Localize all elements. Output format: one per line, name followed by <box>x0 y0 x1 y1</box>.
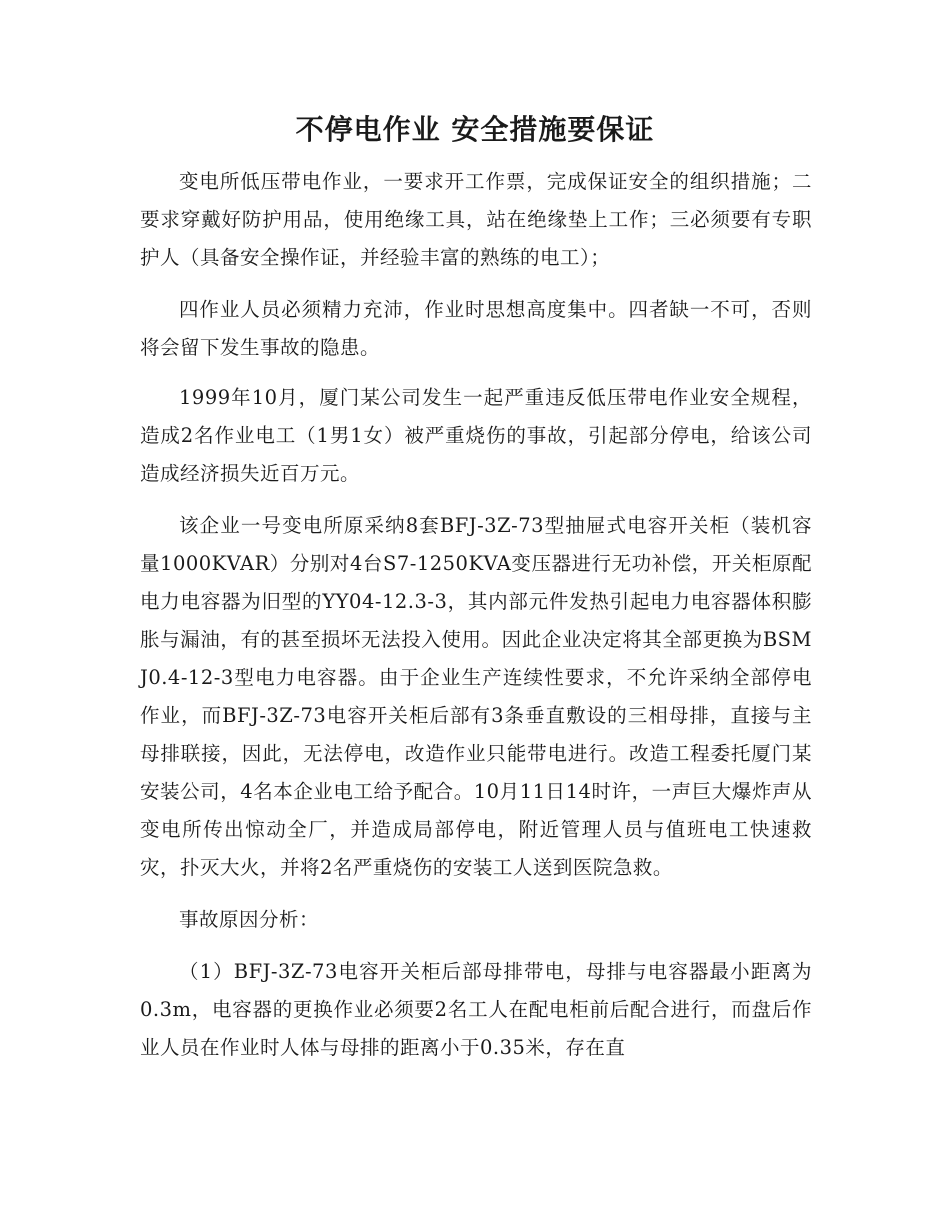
document-title: 不停电作业 安全措施要保证 <box>295 113 655 146</box>
paragraph: 1999年10月，厦门某公司发生一起严重违反低压带电作业安全规程，造成2名作业电工（1男1女）被严重烧伤的事故，引起部分停电，给该公司造成经济损失近百万元。 <box>140 386 812 485</box>
paragraph: 四作业人员必须精力充沛，作业时思想高度集中。四者缺一不可，否则将会留下发生事故的隐患。 <box>140 298 812 359</box>
paragraph: （1）BFJ-3Z-73电容开关柜后部母排带电，母排与电容器最小距离为0.3m，电容器的更换作业必须要2名工人在配电柜前后配合进行，而盘后作业人员在作业时人体与母排的距离小于0.35米，存在直 <box>140 960 812 1059</box>
document-body <box>140 163 812 1079</box>
paragraph-heading: 事故原因分析： <box>179 908 320 931</box>
paragraph: 变电所低压带电作业，一要求开工作票，完成保证安全的组织措施；二要求穿戴好防护用品，使用绝缘工具，站在绝缘垫上工作；三必须要有专职护人（具备安全操作证，并经验丰富的熟练的电工）； <box>140 170 812 269</box>
paragraph: 该企业一号变电所原采纳8套BFJ-3Z-73型抽屉式电容开关柜（装机容量1000KVAR）分别对4台S7-1250KVA变压器进行无功补偿，开关柜原配电力电容器为旧型的YY04-12.3-3，其内部元件发热引起电力电容器体积膨胀与漏油，有的甚至损坏无法投入使用。因此企业决定将其全部更换为BSMJ0.4-12-3型电力电容器。由于企业生产连续性要求，不允许采纳全部停电作业，而BFJ-3Z-73电容开关柜后部有3条垂直敷设的三相母排，直接与主母排联接，因此，无法停电，改造作业只能带电进行。改造工程委托厦门某安装公司，4名本企业电工给予配合。10月11日14时许，一声巨大爆炸声从变电所传出惊动全厂，并造成局部停电，附近管理人员与值班电工快速救灾，扑灭大火，并将2名严重烧伤的安装工人送到医院急救。 <box>140 514 812 879</box>
